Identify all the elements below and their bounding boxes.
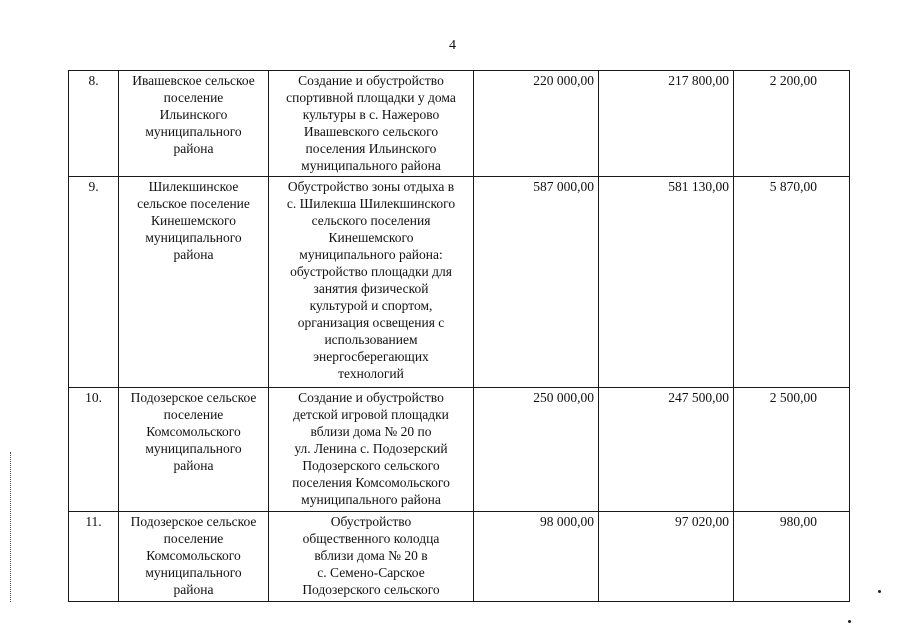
local-amount-cell: 5 870,00 (734, 177, 850, 388)
scan-margin-mark (10, 452, 13, 602)
total-amount-cell: 98 000,00 (474, 512, 599, 602)
recipient-cell: Подозерское сельское поселение Комсомольского муниципального района (119, 512, 269, 602)
recipient-cell: Ивашевское сельское поселение Ильинского муниципального района (119, 71, 269, 177)
table-row (69, 388, 850, 512)
project-cell: Создание и обустройство детской игровой площадки вблизи дома № 20 по ул. Ленина с. Подозерский Подозерского сельского поселения Комсомольского муниципального района (269, 388, 474, 512)
row-number: 8. (69, 71, 119, 177)
regional-amount-cell: 247 500,00 (599, 388, 734, 512)
regional-amount-cell: 581 130,00 (599, 177, 734, 388)
table-row (69, 71, 850, 177)
row-number: 10. (69, 388, 119, 512)
page-number: 4 (449, 38, 456, 53)
local-amount-cell: 980,00 (734, 512, 850, 602)
subsidy-table (68, 70, 850, 602)
row-number: 9. (69, 177, 119, 388)
project-cell: Обустройство общественного колодца вблизи дома № 20 в с. Семено-Сарское Подозерского сельского (269, 512, 474, 602)
regional-amount-cell: 217 800,00 (599, 71, 734, 177)
local-amount-cell: 2 200,00 (734, 71, 850, 177)
project-cell: Обустройство зоны отдыха в с. Шилекша Шилекшинского сельского поселения Кинешемского муниципального района: обустройство площадки для занятия физической культурой и спортом, организация освещения с использованием энергосберегающих технологий (269, 177, 474, 388)
local-amount-cell: 2 500,00 (734, 388, 850, 512)
total-amount-cell: 587 000,00 (474, 177, 599, 388)
regional-amount-cell: 97 020,00 (599, 512, 734, 602)
total-amount-cell: 250 000,00 (474, 388, 599, 512)
project-cell: Создание и обустройство спортивной площадки у дома культуры в с. Нажерово Ивашевского сельского поселения Ильинского муниципального района (269, 71, 474, 177)
recipient-cell: Подозерское сельское поселение Комсомольского муниципального района (119, 388, 269, 512)
scan-speck (878, 590, 881, 593)
table-row (69, 177, 850, 388)
row-number: 11. (69, 512, 119, 602)
table-row (69, 512, 850, 602)
scan-speck (848, 620, 851, 623)
recipient-cell: Шилекшинское сельское поселение Кинешемского муниципального района (119, 177, 269, 388)
total-amount-cell: 220 000,00 (474, 71, 599, 177)
